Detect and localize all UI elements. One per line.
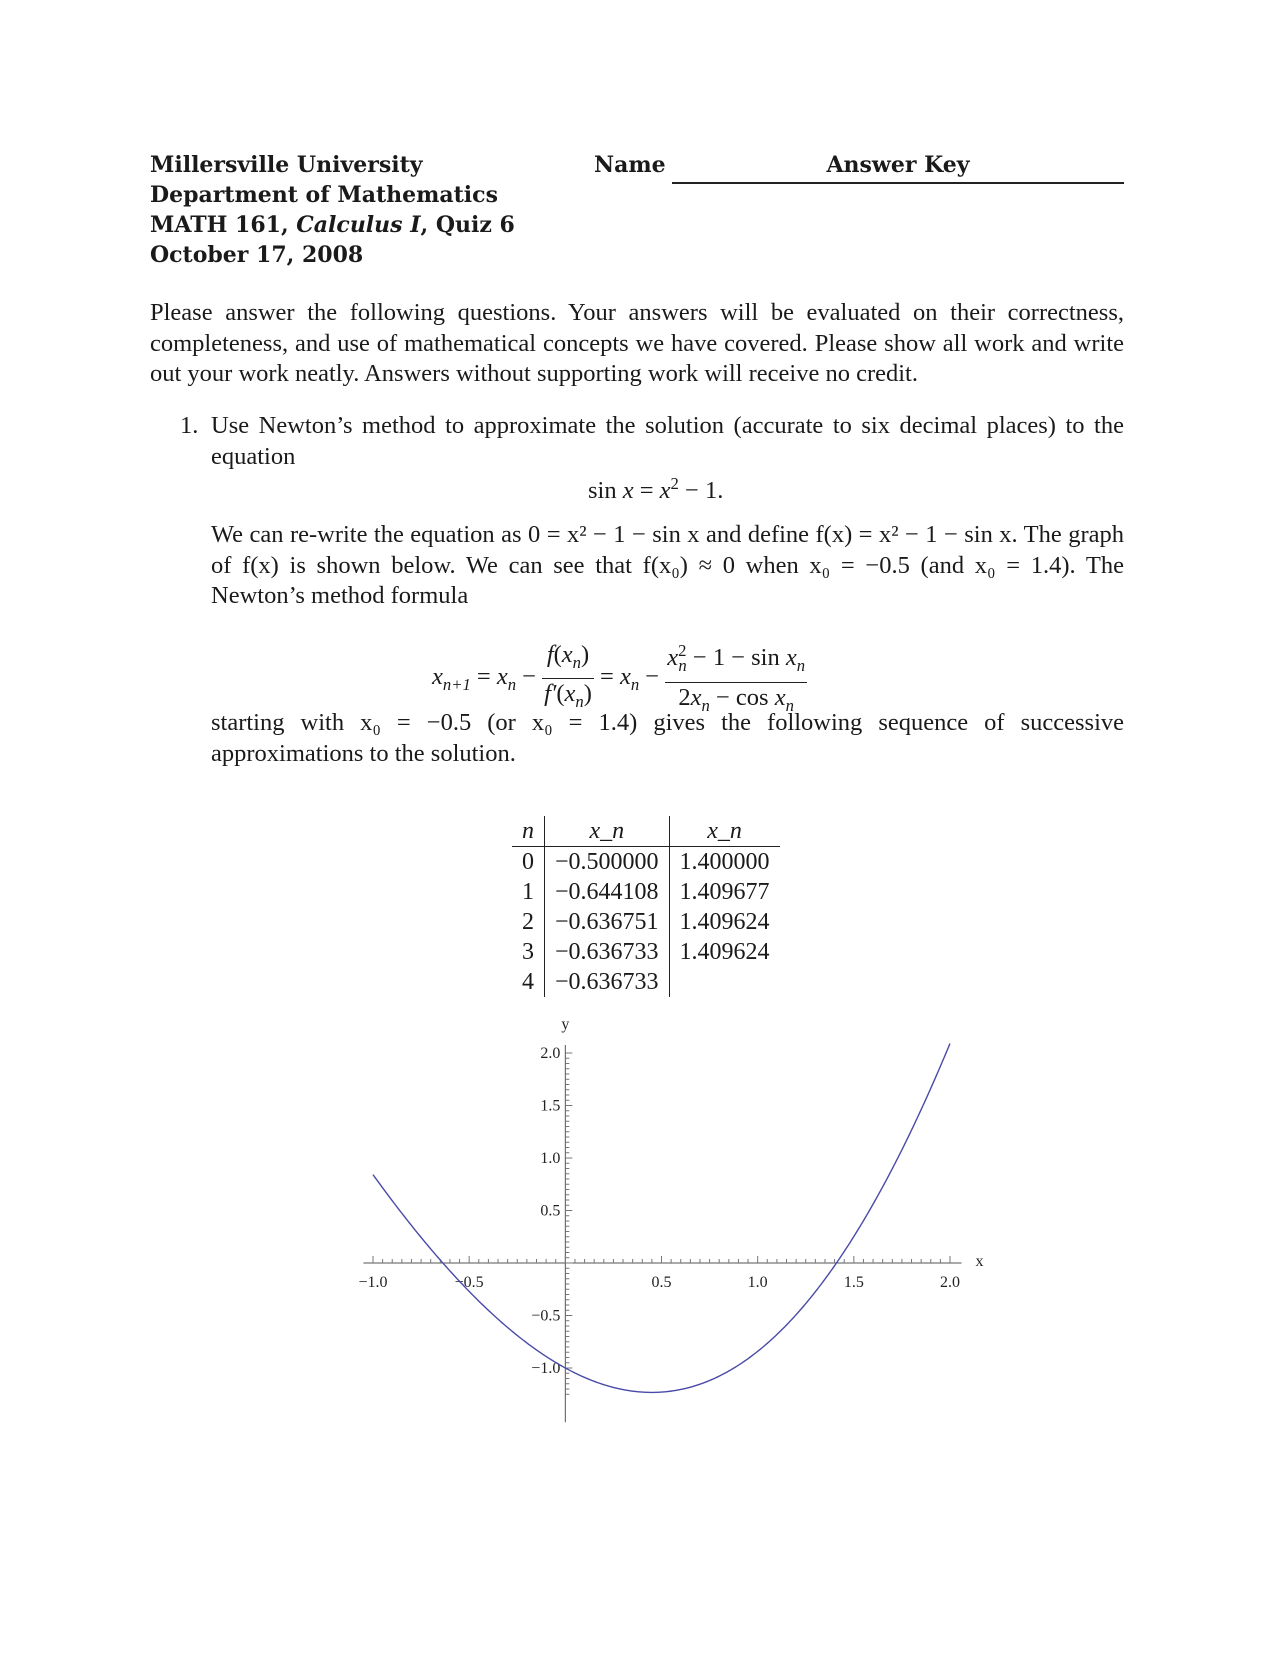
table-cell: −0.636733 bbox=[545, 967, 670, 997]
y-tick-label: 0.5 bbox=[540, 1202, 561, 1220]
y-axis-label: y bbox=[561, 1016, 570, 1033]
y-tick-label: 2.0 bbox=[540, 1045, 561, 1062]
table-cell: 0 bbox=[512, 847, 545, 878]
question-equation: $\sin x = x^2 - 1$. bbox=[588, 474, 724, 505]
name-label: Name bbox=[594, 152, 666, 178]
table-cell: 1.409677 bbox=[679, 878, 770, 905]
x-tick-label: 1.5 bbox=[843, 1274, 864, 1291]
newton-formula: $x_{n+1} = x_n$ − $\frac{f(x_n)}{f'(x_n)}$ = $x_n$ − $\frac{x^2_n - 1 - \sin x_n}{2x_n - \cos x_n}$ bbox=[432, 636, 807, 721]
table-header-xn-right: x_n bbox=[669, 816, 780, 847]
university-name: Millersville University bbox=[150, 152, 423, 178]
newton-fraction-1: $\frac{f(x_n)}{f'(x_n)}$ bbox=[544, 640, 592, 711]
y-tick-label: 1.5 bbox=[540, 1097, 561, 1115]
quiz-date: October 17, 2008 bbox=[150, 242, 364, 268]
table-cell: 1.400000 bbox=[679, 848, 770, 875]
x-tick-label: 0.5 bbox=[651, 1274, 672, 1291]
course-suffix: , Quiz 6 bbox=[420, 212, 515, 238]
y-tick-label: 1.0 bbox=[540, 1150, 561, 1167]
table-header-n: n bbox=[512, 816, 545, 847]
rewrite-paragraph: We can re-write the equation as 0 = x² − 1 − sin x and define f(x) = x² − 1 − sin x. The graph of f(x) is shown below. We can see that f(x₀) ≈ 0 when x₀ = −0.5 (and x₀ = 1.4). The Newton’s method formula bbox=[211, 521, 1124, 609]
x-tick-label: 2.0 bbox=[940, 1274, 960, 1291]
x-tick-label: 1.0 bbox=[747, 1274, 768, 1291]
function-curve bbox=[373, 1043, 950, 1392]
table-cell: 1.409624 bbox=[679, 908, 770, 935]
name-value: Answer Key bbox=[826, 152, 970, 178]
table-cell: −0.644108 bbox=[545, 877, 670, 907]
plot-axes bbox=[363, 1045, 961, 1422]
course-title: Calculus I bbox=[296, 212, 421, 238]
table-cell: −0.500000 bbox=[545, 847, 670, 878]
y-tick-label: −1.0 bbox=[531, 1360, 561, 1377]
table-cell: 4 bbox=[512, 967, 545, 997]
course-prefix: MATH 161, bbox=[150, 212, 289, 238]
table-header-xn-left: x_n bbox=[545, 816, 670, 847]
starting-paragraph: starting with x₀ = −0.5 (or x₀ = 1.4) gives the following sequence of successive approximations to the solution. bbox=[211, 709, 1124, 767]
table-cell: −0.636751 bbox=[545, 907, 670, 937]
instructions: Please answer the following questions. Your answers will be evaluated on their correctness, completeness, and use of mathematical concepts we have covered. Please show all work and write out your work neatly. Answers without supporting work will receive no credit. bbox=[150, 299, 1124, 387]
x-tick-label: −0.5 bbox=[454, 1274, 484, 1291]
table-cell: −0.636733 bbox=[545, 937, 670, 967]
table-cell: 1 bbox=[512, 877, 545, 907]
x-axis-label: x bbox=[975, 1253, 984, 1270]
newton-fraction-2: $\frac{x^2_n - 1 - \sin x_n}{2x_n - \cos x_n}$ bbox=[665, 636, 807, 721]
x-tick-label: −1.0 bbox=[358, 1274, 388, 1291]
table-cell: 2 bbox=[512, 907, 545, 937]
table-cell: 3 bbox=[512, 937, 545, 967]
table-cell: 1.409624 bbox=[679, 938, 770, 965]
department-name: Department of Mathematics bbox=[150, 182, 498, 208]
y-tick-label: −0.5 bbox=[531, 1307, 561, 1325]
plot-ticks bbox=[373, 1053, 950, 1394]
question-prompt: Use Newton’s method to approximate the solution (accurate to six decimal places) to the equation bbox=[211, 412, 1124, 470]
question-number: 1. bbox=[180, 412, 199, 439]
